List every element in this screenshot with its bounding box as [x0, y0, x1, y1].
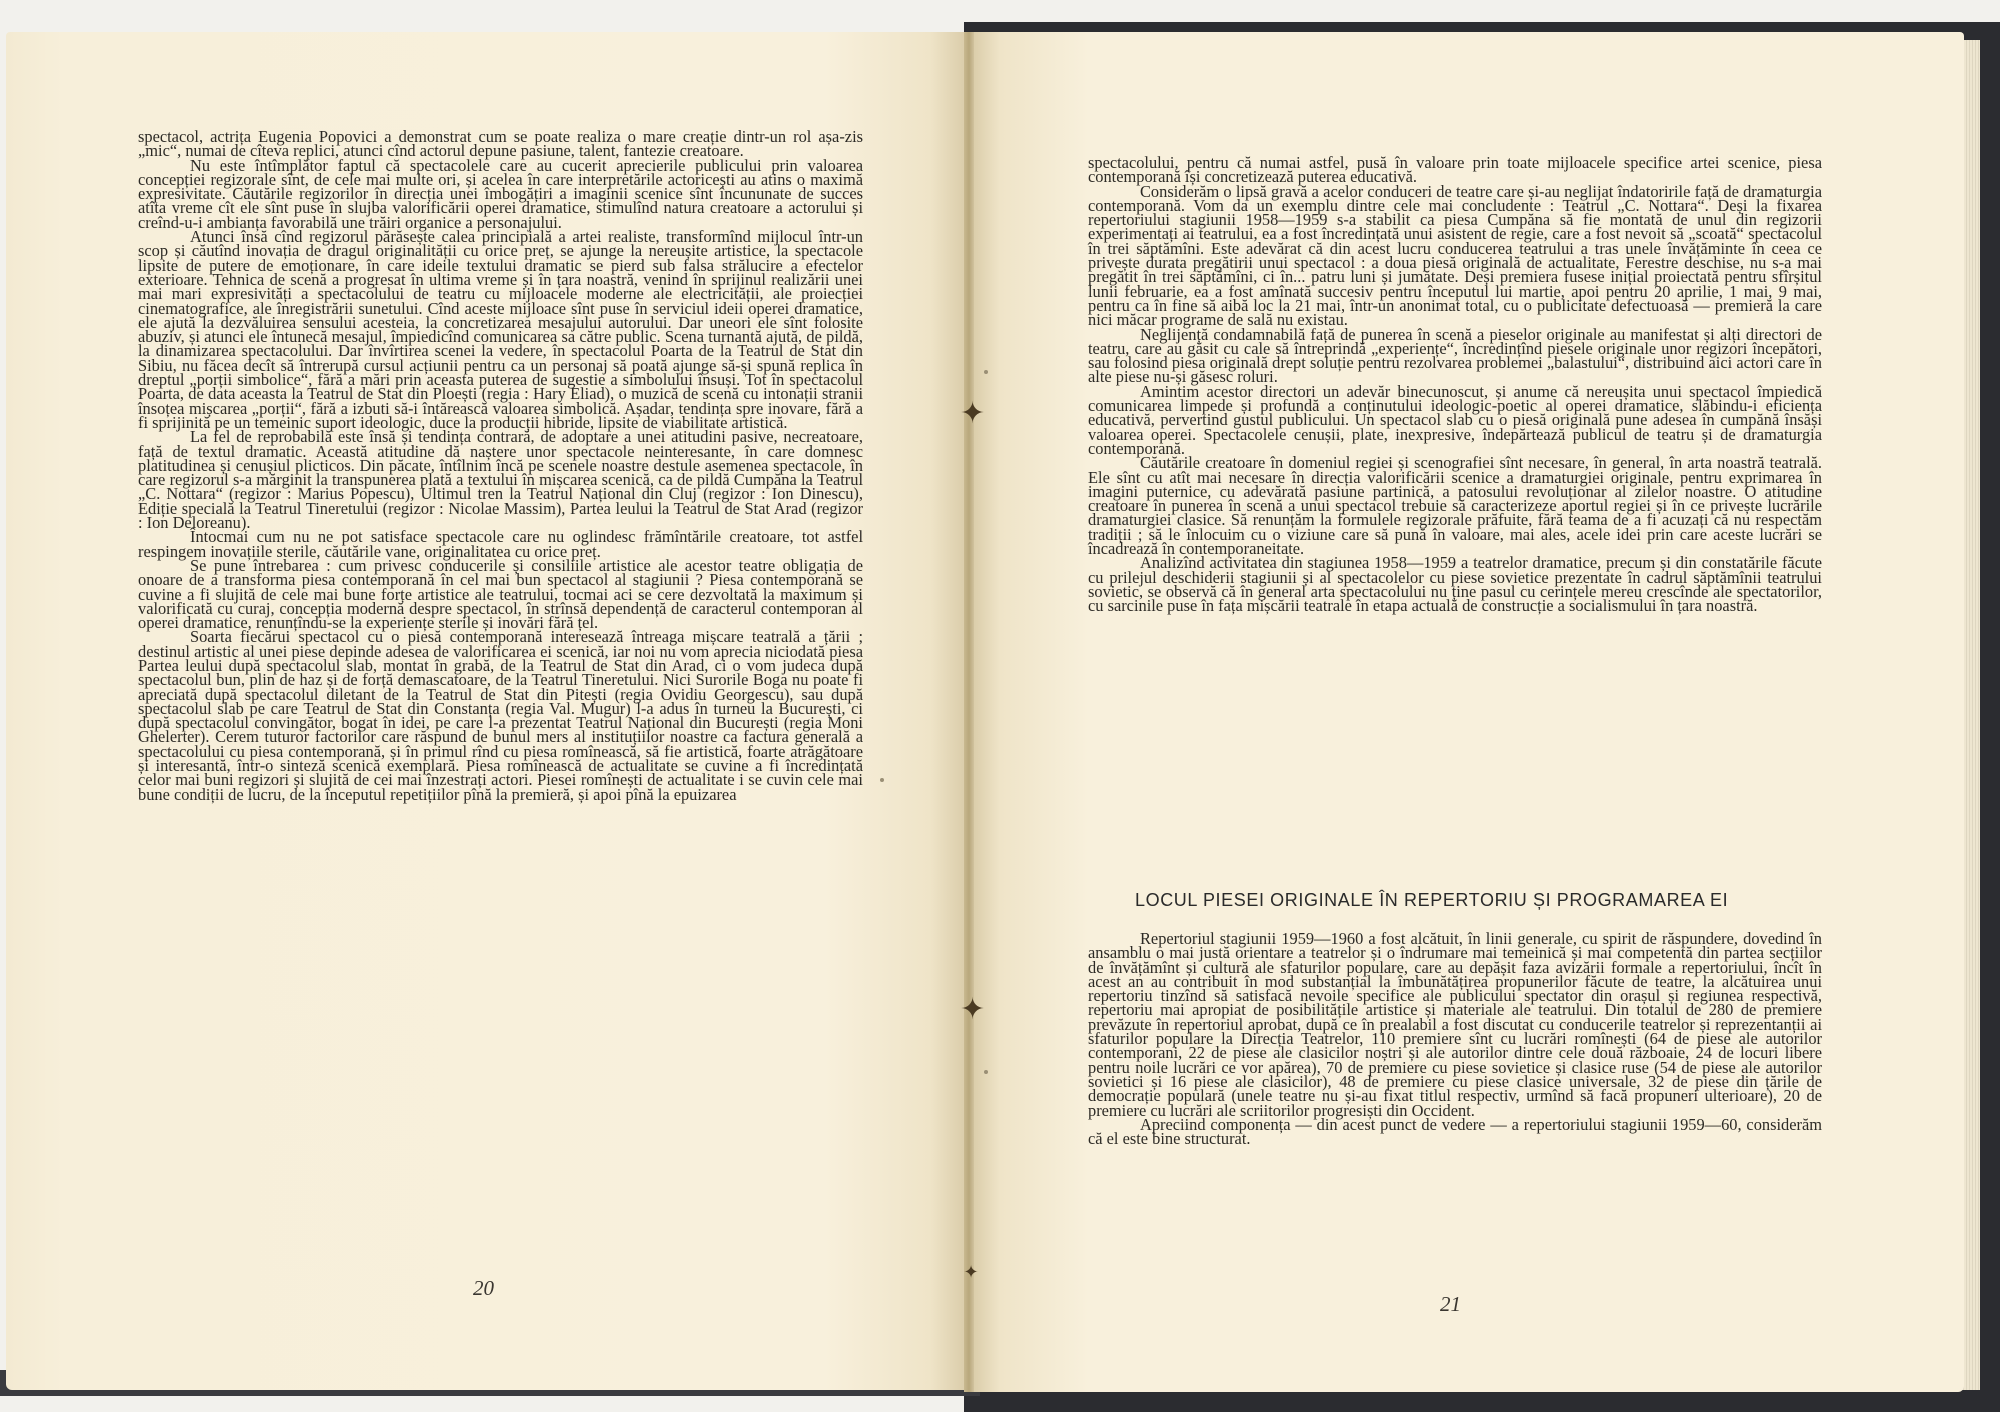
right-page-text-lower [1088, 929, 1822, 1149]
paragraph: Întocmai cum nu ne pot satisface spectacole care nu oglindesc frămîntările creatoare, tot astfel respingem inovațiile sterile, căutările vane, originalitatea cu orice preț. [138, 527, 863, 561]
right-page-text [1088, 153, 1822, 616]
paragraph: Nu este întîmplător faptul că spectacolele care au cucerit aprecierile publicului prin valoarea concepției regizorale sînt, de cele mai multe ori, și acelea în care interpretările actoricești au atins o maximă expresivitate. Căutările regizorilor în direcția unei îmbogățiri a imaginii scenice sînt încununate de succes atîta vreme cît ele sînt puse în slujba valorificării operei dramatice, stimulînd natura creatoare a actorului și creînd-u-i ambianța favorabilă une trăiri organice a personajului. [138, 155, 863, 232]
paragraph: spectacolului, pentru că numai astfel, pusă în valoare prin toate mijloacele specifice artei scenice, piesa contemporană își concretizează puterea educativă. [1088, 153, 1822, 187]
binding-stitch: ✦ [963, 1262, 979, 1282]
paragraph: Repertoriul stagiunii 1959—1960 a fost alcătuit, în linii generale, cu spirit de răspundere, dovedind în ansamblu o mai justă orientare a teatrelor și o îndrumare mai temeinică și mai competentă din partea secțiilor de învățămînt și cultură ale sfaturilor populare, care au depășit faza avizării formale a repertoriului, încît în acest an au contribuit în mod substanțial la îmbunătățirea propunerilor făcute de teatre, la alcătuirea unui repertoriu tinzînd să satisfacă nevoile specifice ale publicului spectator din orașul și regiunea respectivă, repertoriu mai apropiat de posibilitățile artistice și materiale ale teatrului. Din totalul de 280 de premiere prevăzute în repertoriul aprobat, după ce în prealabil a fost discutat cu conducerile teatrelor și reprezentanții ai sfaturilor populare la Direcția Teatrelor, 110 premiere sînt cu lucrări romînești (64 de piese ale autorilor contemporani, 22 de piese ale clasicilor noștri și ale autorilor dintre cele două războaie, 24 de locuri libere pentru noile lucrări ce vor apărea), 70 de premiere cu piese sovietice și clasice ruse (54 de piese ale autorilor sovietici și 16 piese ale clasicilor), 48 de premiere cu piese clasice universale, 32 de piese din țările de democrație populară (unele teatre nu și-au fixat titlul respectiv, urmînd să facă propuneri ulterioare), 20 de premiere cu lucrări ale scriitorilor progresiști din Occident. [1088, 929, 1822, 1120]
paragraph: Soarta fiecărui spectacol cu o piesă contemporană interesează întreaga mișcare teatrală a țării ; destinul artistic al unei piese depinde adesea de valorificarea ei scenică, iar noi nu vom aprecia niciodată piesa Partea leului după spectacolul slab, montat în grabă, de la Teatrul de Stat din Arad, ci o vom judeca după spectacolul bun, plin de haz și de forță demascatoare, de la Teatrul Tineretului. Nici Surorile Boga nu poate fi apreciată după spectacolul diletant de la Teatrul de Stat din Pitești (regia Ovidiu Georgescu), sau după spectacolul slab pe care Teatrul de Stat din Constanța (regia Val. Mugur) l-a adus în turneu la București, ci după spectacolul convingător, bogat în idei, pe care l-a prezentat Teatrul Național din București (regia Moni Ghelerter). Cerem tuturor factorilor care răspund de bunul mers al instituțiilor noastre ca factura generală a spectacolului cu piesa contemporană, și în primul rînd cu piesa romînească, să fie artistică, foarte atrăgătoare și interesantă, într-o sinteză scenică exemplară. Piesa romînească de actualitate se cuvine a fi încredințată celor mai buni regizori și slujită de cei mai înzestrați actori. Piesei romînești de actualitate i se cuvin cele mai bune condiții de lucru, de la începutul repetițiilor pînă la premieră, și apoi pînă la epuizarea [138, 627, 863, 804]
paragraph: Analizînd activitatea din stagiunea 1958—1959 a teatrelor dramatice, precum și din constatările făcute cu prilejul deschiderii stagiunii și al spectacolelor cu piese sovietice prezentate în cadrul săptămînii teatrului sovietic, se observă că în general arta spectacolului nu ține pasul cu cerințele mereu crescînde ale spectatorilor, cu sarcinile puse în fața mișcării teatrale în etapa actuală de construcție a socialismului în țara noastră. [1088, 553, 1822, 616]
paragraph: spectacol, actrița Eugenia Popovici a demonstrat cum se poate realiza o mare creație dintr-un rol așa-zis „mic“, numai de cîteva replici, atunci cînd actorul depune pasiune, talent, fantezie creatoare. [138, 127, 863, 161]
scan-speck [880, 778, 884, 782]
scan-speck [984, 1070, 988, 1074]
paragraph: Atunci însă cînd regizorul părăsește calea principială a artei realiste, transformînd mijlocul într-un scop și căutînd inovația de dragul originalității cu orice preț, se ajunge la nereușite artistice, la spectacole lipsite de putere de emoționare, în care ideile textului dramatic se pierd sub falsa strălucire a efectelor exterioare. Tehnica de scenă a progresat în ultima vreme și în țara noastră, venind în sprijinul realizării unei mai mari expresivități a spectacolului de teatru cu mijloacele moderne ale electricității, ale proiecției cinematografice, ale înregistrării sunetului. Cînd aceste mijloace sînt puse în serviciul ideii operei dramatice, ele ajută la dezvăluirea sensului acesteia, la concretizarea mesajului autorului. Dar uneori ele sînt folosite abuziv, și atunci ele întunecă mesajul, împiedicînd comunicarea sa către public. Scena turnantă ajută, de pildă, la dinamizarea spectacolului. Dar învîrtirea scenei la vedere, în spectacolul Poarta de la Teatrul de Stat din Sibiu, nu făcea decît să întrerupă cursul acțiunii pentru ca un personaj să poată ajunge să-și spună replica în dreptul „porții simbolice“, fără a mări prin aceasta puterea de sugestie a simbolului însuși. Tot în spectacolul Poarta, de data aceasta la Teatrul de Stat din Ploești (regia : Hary Eliad), o muzică de scenă cu intonații stranii însoțea mișcarea „porții“, fără a izbuti să-i întărească valoarea simbolică. Așadar, tendința spre inovare, fără a fi sprijinită pe un temeinic suport ideologic, duce la producții hibride, lipsite de viabilitate artistică. [138, 227, 863, 432]
page-number: 20 [473, 1276, 494, 1300]
book-gutter [964, 32, 974, 1392]
left-page-text [138, 127, 863, 804]
paragraph: Apreciind componența — din acest punct de vedere — a repertoriului stagiunii 1959—60, considerăm că el este bine structurat. [1088, 1114, 1822, 1149]
paragraph: Se pune întrebarea : cum privesc conducerile și consiliile artistice ale acestor teatre obligația de onoare de a transforma piesa contemporană în cel mai bun spectacol al stagiunii ? Piesa contemporană se cuvine a fi slujită de cele mai bune forțe artistice ale teatrului, tocmai aci se cere dezvoltată la maximum și valorificată cu curaj, concepția modernă despre spectacol, în strînsă dependență de caracterul contemporan al operei dramatice, renunțîndu-se la experiențe sterile și inovări fără țel. [138, 555, 863, 633]
section-heading: LOCUL PIESEI ORIGINALE ÎN REPERTORIU ȘI PROGRAMAREA EI [1135, 890, 1729, 910]
paragraph: Căutările creatoare în domeniul regiei și scenografiei sînt necesare, în general, în arta noastră teatrală. Ele sînt cu atît mai necesare în direcția valorificării scenice a dramaturgiei originale, pentru exprimarea în imagini puternice, cu adevărată pasiune partinică, a patosului revoluționar al zilelor noastre. O atitudine creatoare în punerea în scenă a unui spectacol trebuie să caracterizeze aportul regiei și în ce privește lucrările dramaturgiei clasice. Să renunțăm la formulele regizorale prăfuite, fără teama de a fi acuzați că nu respectăm tradiții ; să le înlocuim cu o viziune care să pună în valoare, mai ales, acele idei prin care aceste lucrări se încadrează în contemporaneitate. [1088, 453, 1822, 559]
page-number: 21 [1440, 1292, 1461, 1316]
paragraph: Neglijență condamnabilă față de punerea în scenă a pieselor originale au manifestat și alți directori de teatru, care au găsit cu cale să întreprindă „experiențe“, încredințînd piesele originale unor regizori începători, sau folosind piesa originală drept soluție pentru rezolvarea problemei „balastului“, distribuind aici actori care în alte piese nu-și găsesc roluri. [1088, 324, 1822, 387]
scan-speck [984, 370, 988, 374]
paragraph: Amintim acestor directori un adevăr binecunoscut, și anume că nereușita unui spectacol împiedică comunicarea limpede și profundă a conținutului ideologic-poetic al operei dramatice, slăbindu-i eficiența educativă, pervertind gustul publicului. Un spectacol slab cu o piesă originală pune adesea în cumpănă însăși valoarea operei. Spectacolele cenușii, plate, inexpresive, îndepărtează publicul de teatru și de dramaturgia contemporană. [1088, 381, 1822, 458]
paragraph: Considerăm o lipsă gravă a acelor conduceri de teatre care și-au neglijat îndatoririle față de dramaturgia contemporană. Vom da un exemplu dintre cele mai concludente : Teatrul „C. Nottara“. Deși la fixarea repertoriului stagiunii 1958—1959 s-a stabilit ca piesa Cumpăna să fie montată de unul din regizorii experimentați ai teatrului, ea a fost încredințată unui asistent de regie, care a fost nevoit să „scoată“ spectacolul în trei săptămîni. Este adevărat că din acest lucru conducerea teatrului a tras unele învățăminte în ceea ce privește durata pregătirii unui spectacol : a doua piesă originală de actualitate, Ferestre deschise, nu s-a mai pregătit în trei săptămîni, ci în... patru luni și jumătate. Deși premiera fusese inițial proiectată pentru sfîrșitul lunii februarie, ea a fost amînată succesiv pentru începutul lui martie, apoi pentru 20 aprilie, 1 mai, 9 mai, pentru ca în fine să aibă loc la 21 mai, într-un anonimat total, cu o publicitate defectuoasă — premieră la care nici măcar programe de sală nu existau. [1088, 181, 1822, 330]
paragraph: La fel de reprobabilă este însă și tendința contrară, de adoptare a unei atitudini pasive, necreatoare, față de textul dramatic. Această atitudine dă naștere unor spectacole neinteresante, în care domnesc platitudinea și cenușiul plicticos. Din păcate, întîlnim încă pe scenele noastre destule asemenea spectacole, în care regizorul s-a mărginit la transpunerea plată a textului în mișcarea scenică, ca de pildă Cumpăna la Teatrul „C. Nottara“ (regizor : Marius Popescu), Ultimul tren la Teatrul Național din Cluj (regizor : Ion Dinescu), Ediție specială la Teatrul Tineretului (regizor : Nicolae Massim), Partea leului la Teatrul de Stat Arad (regizor : Ion Deloreanu). [138, 427, 863, 533]
binding-stitch: ✦ [960, 397, 986, 430]
binding-stitch: ✦ [960, 993, 986, 1026]
